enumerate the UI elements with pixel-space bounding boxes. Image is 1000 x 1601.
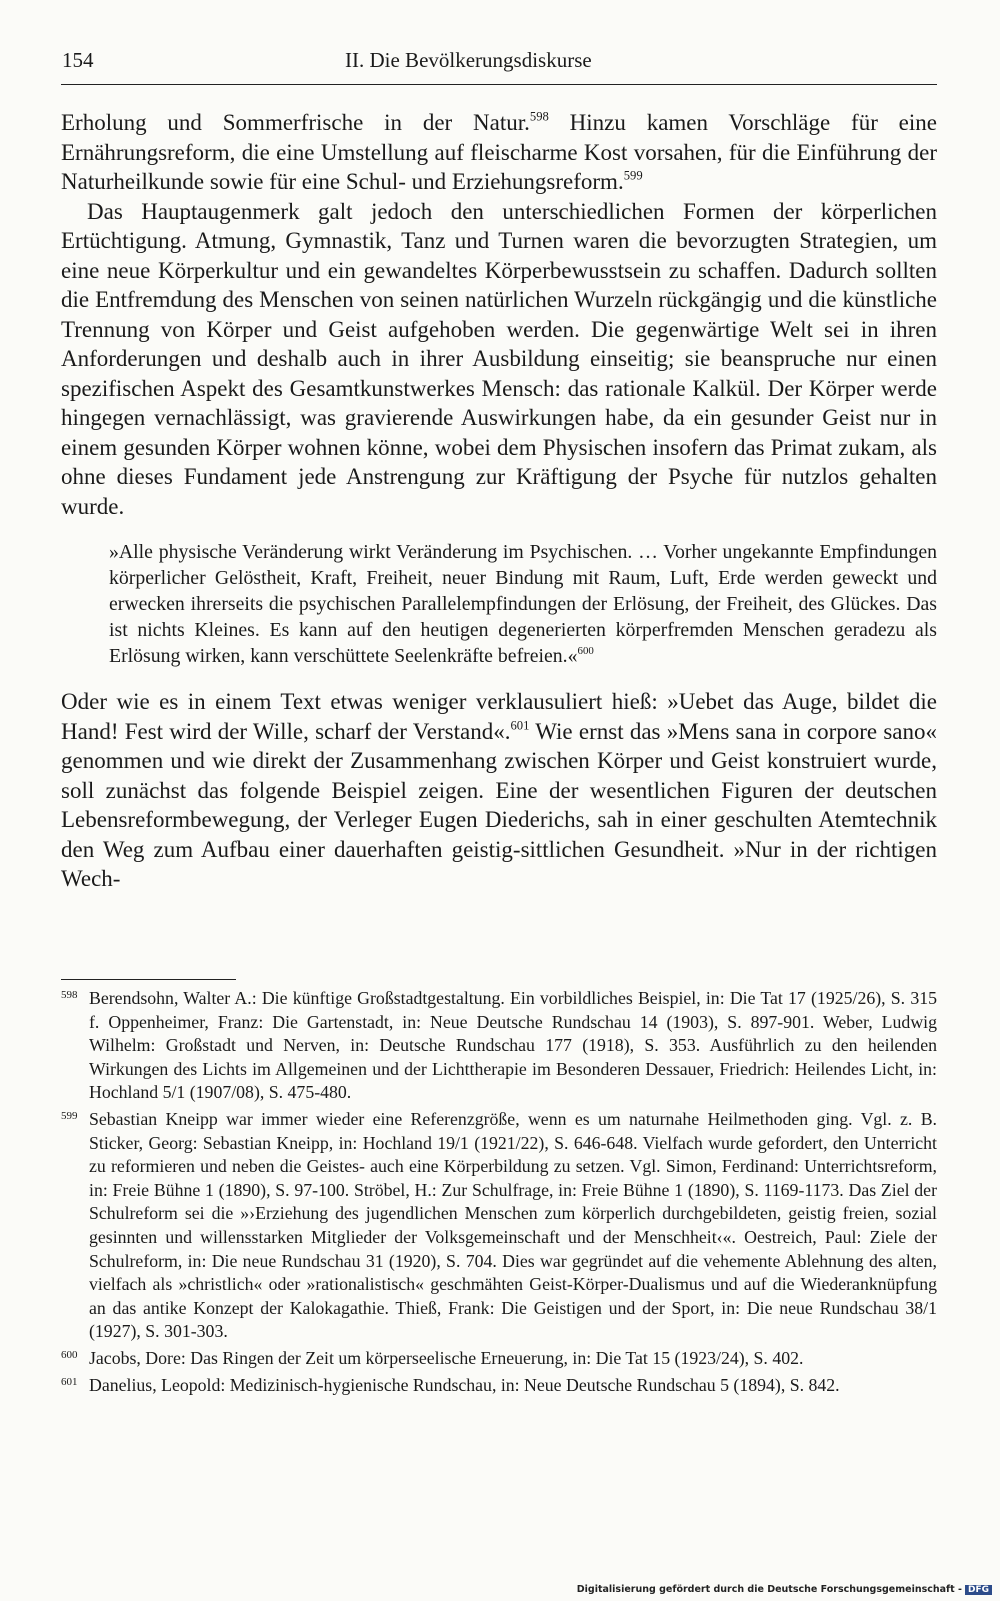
running-head: II. Die Bevölkerungsdiskurse	[345, 48, 592, 72]
dfg-logo: DFG	[965, 1585, 992, 1595]
footnote-text: Sebastian Kneipp war immer wieder eine Referenzgröße, wenn es um naturnahe Heilmethoden ging. Vgl. z. B. Sticker, Georg: Sebastian Kneipp, in: Hochland 19/1 (1921/22), S. 646-648. Vielfach wurde gefordert, den Unterricht zu reformieren und neben die Geistes- auch eine Körperbildung zu setzen. Vgl. Simon, Ferdinand: Unterrichtsreform, in: Freie Bühne 1 (1890), S. 97-100. Ströbel, H.: Zur Schulfrage, in: Freie Bühne 1 (1890), S. 1169-1173. Das Ziel der Schulreform sei die »›Erziehung des jugendlichen Menschen zum körperlich durchgebildeten, geistig freien, sozial gesinnten und willensstarken Mitglieder der Volksgemeinschaft und der Menschheit‹«. Oestreich, Paul: Ziele der Schulreform, in: Die neue Rundschau 31 (1920), S. 704. Dies war gegründet auf die vehemente Ablehnung des alten, vielfach als »christlich« oder »rationalistisch« geschmähten Geist-Körper-Dualismus und auf die Wiederanknüpfung an das antike Konzept der Kalokagathie. Thieß, Frank: Die Geistigen und der Sport, in: Die neue Rundschau 38/1 (1927), S. 301-303.	[89, 1108, 937, 1342]
block-quote	[109, 539, 937, 669]
page-header	[62, 48, 936, 82]
footnote-text: Jacobs, Dore: Das Ringen der Zeit um körperseelische Erneuerung, in: Die Tat 15 (1923/24), S. 402.	[89, 1347, 804, 1368]
page-number: 154	[62, 48, 94, 72]
header-rule	[61, 84, 937, 85]
footnote	[61, 987, 937, 1105]
paragraph-3-text-a: Oder wie es in einem Text etwas weniger verklausuliert hieß: »Uebet das Auge, bildet die Hand! Fest wird der Wille, scharf der Verstand«.	[61, 689, 937, 744]
main-text	[61, 108, 937, 894]
digitization-credit	[577, 1584, 992, 1595]
paragraph-1-text-a: Erholung und Sommerfrische in der Natur.	[61, 110, 530, 135]
paragraph-1	[61, 108, 937, 197]
footnote-ref-601: 601	[510, 718, 530, 733]
footnote	[61, 1374, 937, 1398]
footnote-number: 600	[61, 1348, 78, 1361]
footnote-text: Danelius, Leopold: Medizinisch-hygienische Rundschau, in: Neue Deutsche Rundschau 5 (1894), S. 842.	[89, 1374, 840, 1395]
footnote-rule	[61, 979, 236, 980]
paragraph-3-text-b: Wie ernst das »Mens sana in corpore sano« genommen und wie direkt der Zusammenhang zwischen Körper und Geist konstruiert wurde, soll zunächst das folgende Beispiel zeigen. Eine der wesentlichen Figuren der deutschen Lebensreformbewegung, der Verleger Eugen Diederichs, sah in einer geschulten Atemtechnik den Weg zum Aufbau einer dauerhaften geistig-sittlichen Gesundheit. »Nur in der richtigen Wech-	[61, 718, 937, 891]
block-quote-text: »Alle physische Veränderung wirkt Veränderung im Psychischen. … Vorher ungekannte Empfindungen körperlicher Gelöstheit, Kraft, Freiheit, neuer Bindung mit Raum, Luft, Erde werden geweckt und erwecken ihrerseits die psychischen Parallelempfindungen der Erlösung, der Freiheit, des Glückes. Das ist nichts Kleines. Es kann auf den heutigen degenerierten körperfremden Menschen geradezu als Erlösung wirken, kann verschüttete Seelenkräfte befreien.«	[109, 541, 937, 667]
paragraph-3	[61, 687, 937, 894]
footnote	[61, 1347, 937, 1371]
footnote	[61, 1108, 937, 1344]
paragraph-2: Das Hauptaugenmerk galt jedoch den unterschiedlichen Formen der körperlichen Ertüchtigung. Atmung, Gymnastik, Tanz und Turnen waren die bevorzugten Strategien, um eine neue Körperkultur und ein gewandeltes Körperbewusstsein zu schaffen. Dadurch sollten die Entfremdung des Menschen von seinen natürlichen Wurzeln rückgängig und die künstliche Trennung von Körper und Geist aufgehoben werden. Die gegenwärtige Welt sei in ihren Anforderungen und deshalb auch in ihrer Ausbildung einseitig; sie beanspruche nur einen spezifischen Aspekt des Gesamtkunstwerkes Mensch: das rationale Kalkül. Der Körper werde hingegen vernachlässigt, was gravierende Auswirkungen habe, da ein gesunder Geist nur in einem gesunden Körper wohnen könne, wobei dem Physischen insofern das Primat zukam, als ohne dieses Fundament jede Anstrengung zur Kräftigung der Psyche für nutzlos gehalten wurde.	[61, 198, 937, 519]
footnote-number: 601	[61, 1375, 78, 1388]
footnote-ref-599: 599	[623, 168, 643, 183]
footnote-text: Berendsohn, Walter A.: Die künftige Großstadtgestaltung. Ein vorbildliches Beispiel, in: Die Tat 17 (1925/26), S. 315 f. Oppenheimer, Franz: Die Gartenstadt, in: Neue Deutsche Rundschau 14 (1903), S. 897-901. Weber, Ludwig Wilhelm: Großstadt und Nerven, in: Deutsche Rundschau 177 (1918), S. 353. Ausführlich zu den heilenden Wirkungen des Lichts im Allgemeinen und der Lichttherapie im Besonderen Dessauer, Friedrich: Heilendes Licht, in: Hochland 5/1 (1907/08), S. 475-480.	[89, 988, 937, 1103]
credit-text: Digitalisierung gefördert durch die Deutsche Forschungsgemeinschaft -	[576, 1584, 962, 1595]
footnotes	[61, 987, 937, 1400]
footnote-ref-598: 598	[529, 109, 549, 124]
paragraph-1-text-b: Hinzu kamen Vorschläge für eine Ernährungsreform, die eine Umstellung auf fleischarme Kost vorsahen, für die Einführung der Naturheilkunde sowie für eine Schul- und Erziehungsreform.	[61, 110, 937, 194]
footnote-ref-600: 600	[577, 644, 594, 657]
footnote-number: 598	[61, 989, 78, 1001]
footnote-number: 599	[61, 1109, 78, 1122]
